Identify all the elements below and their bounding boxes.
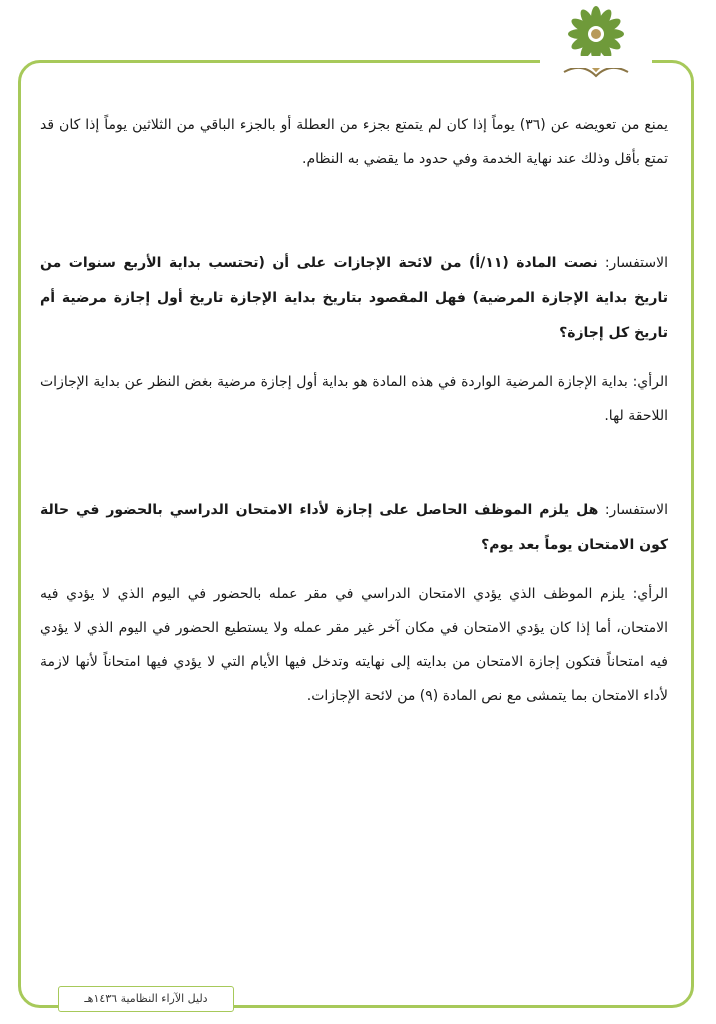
question-2 xyxy=(40,493,668,563)
page-content xyxy=(40,108,668,713)
qa-block-2 xyxy=(40,493,668,713)
answer-2-label: الرأي: xyxy=(632,586,669,602)
answer-1 xyxy=(40,365,668,433)
question-1 xyxy=(40,246,668,351)
footer-label: دليل الآراء النظامية ١٤٣٦هـ xyxy=(58,986,234,1012)
answer-2-text: يلزم الموظف الذي يؤدي الامتحان الدراسي في مقر عمله بالحضور في اليوم الذي لا يؤدي فيه الامتحان، أما إذا كان يؤدي الامتحان في مكان آخر غير مقر عمله ولا يستطيع الحضور في اليوم الذي لا يؤدي فيه امتحاناً فتكون إجازة الامتحان من بدايته إلى نهايته وتدخل فيها الأيام التي لا يؤدي فيها امتحاناً لأنها لازمة لأداء الامتحان بما يتمشى مع نص المادة (٩) من لائحة الإجازات. xyxy=(40,586,668,704)
question-1-text: نصت المادة (١١/أ) من لائحة الإجازات على أن (تحتسب بداية الأربع سنوات من تاريخ بداية الإجازة المرضية) فهل المقصود بتاريخ بداية الإجازة تاريخ أول إجازة مرضية أم تاريخ كل إجازة؟ xyxy=(40,255,668,341)
answer-1-text: بداية الإجازة المرضية الواردة في هذه المادة هو بداية أول إجازة مرضية بغض النظر عن بداية الإجازات اللاحقة لها. xyxy=(40,374,668,424)
answer-2 xyxy=(40,577,668,713)
intro-paragraph: يمنع من تعويضه عن (٣٦) يوماً إذا كان لم يتمتع بجزء من العطلة أو بالجزء الباقي من الثلاثين يوماً إذا كان قد تمتع بأقل وذلك عند نهاية الخدمة وفي حدود ما يقضي به النظام. xyxy=(40,117,668,167)
question-2-text: هل يلزم الموظف الحاصل على إجازة لأداء الامتحان الدراسي بالحضور في حالة كون الامتحان يوماً بعد يوم؟ xyxy=(40,502,668,553)
answer-1-label: الرأي: xyxy=(632,374,669,390)
frame-gap xyxy=(540,56,652,68)
qa-block-1 xyxy=(40,246,668,433)
question-2-label: الاستفسار: xyxy=(604,502,668,518)
question-1-label: الاستفسار: xyxy=(604,255,668,271)
